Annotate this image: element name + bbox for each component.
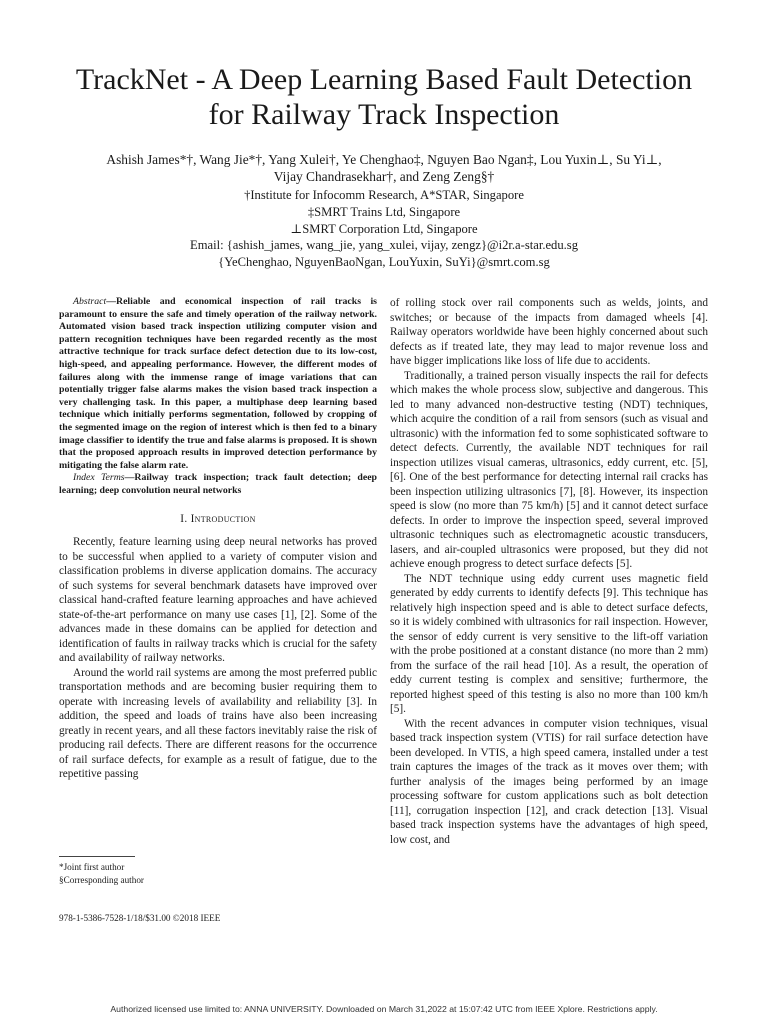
section-heading: [59, 512, 377, 527]
affiliations: [40, 187, 728, 271]
authors-line-1: Ashish James*†, Wang Jie*†, Yang Xulei†, Ye Chenghao‡, Nguyen Bao Ngan‡, Lou Yuxin⊥, Su Yi⊥,: [106, 152, 662, 167]
abstract-text: —Reliable and economical inspection of rail tracks is paramount to ensure the safe and timely operation of the railway network. Automated vision based track inspection utilizing computer vision and pattern recognition techniques have been regarded recently as the most attractive technique for track surface defect detection due to its low-cost, high-speed, and appealing performance. However, the different modes of failures along with the immense range of image variations that can potentially trigger false alarms makes the vision based track inspection a very challenging task. In this paper, a multiphase deep learning based technique which initially performs segmentation, followed by cropping of the segmented image on the region of interest which is then fed to a binary image classifier to identify the true and false alarms is proposed. It is shown that the proposed approach results in improved detection performance by mitigating the false alarm rate.: [59, 296, 377, 471]
abstract-label: Abstract: [73, 296, 107, 307]
paragraph: Traditionally, a trained person visually inspects the rail for defects which makes the whole process slow, subjective and dangerous. This led to many advanced non-destructive testing (NDT) techniques, which acquire the condition of a rail from sensors (such as visual and ultrasonic) with the information fed to some sophisticated software to detect defects. Currently, the available NDT techniques for rail inspection utilizes visual cameras, ultrasonics, eddy current, etc. [5], [6]. One of the best performance for detecting internal rail cracks has been inspection utilizing ultrasonics [7], [8]. However, its inspection speed is slow (no more than 75 km/h) [5] and it cannot detect surface defects. In order to improve the inspection speed, several improved ultrasonic techniques such as electromagnetic acoustic transducers, lasers, and air-coupled ultrasonics were proposed, but they did not achieve enough progress to detect surface defects [5].: [390, 369, 708, 570]
authors-line-2: Vijay Chandrasekhar†, and Zeng Zeng§†: [273, 169, 495, 184]
paragraph: Around the world rail systems are among the most preferred public transportation methods and are becoming busier requiring them to operate with increasing levels of availability and reliability [3]. In addition, the speed and loads of trains have also been increasing greatly in recent years, and all these factors inevitably raise the risk of producing rail defects. There are different reasons for the occurrence of rail surface defects, for example as a result of fatigue, due to the repetitive passing: [59, 666, 377, 780]
abstract: [59, 296, 377, 472]
license-footer: Authorized licensed use limited to: ANNA UNIVERSITY. Downloaded on March 31,2022 at 15:07:42 UTC from IEEE Xplore. Restrictions apply.: [110, 1004, 658, 1014]
author-list: [40, 151, 728, 185]
copyright-notice: 978-1-5386-7528-1/18/$31.00 ©2018 IEEE: [59, 913, 221, 923]
footnote-joint-author: *Joint first author: [59, 862, 125, 872]
title-line-2: for Railway Track Inspection: [208, 98, 560, 131]
section-title: Introduction: [190, 512, 256, 525]
email-line-1: Email: {ashish_james, wang_jie, yang_xulei, vijay, zengz}@i2r.a-star.edu.sg: [190, 238, 578, 253]
left-column: [59, 296, 377, 782]
footnote-rule: [59, 856, 135, 857]
affiliation-1: †Institute for Infocomm Research, A*STAR, Singapore: [244, 188, 524, 202]
footnotes: [59, 861, 377, 886]
affiliation-3: ⊥SMRT Corporation Ltd, Singapore: [290, 221, 478, 236]
right-column: [390, 296, 708, 847]
section-number: I.: [180, 512, 188, 525]
paragraph: The NDT technique using eddy current uses magnetic field generated by eddy currents to identify defects [9]. This technique has relatively high inspection speed and is able to detect surface defects, so it is widely combined with ultrasonics for rail inspection. However, the sensor of eddy current is very sensitive to the lift-off variation with the probe positioned at a constant distance (no more than 2 mm) from the surface of the rail head [10]. As a result, the operation of eddy current testing is complex and sensitive; furthermore, the reported highest speed of this testing is also no more than 100 km/h [5].: [390, 572, 708, 715]
index-terms-text: —Railway track inspection; track fault detection; deep learning; deep convolution neural networks: [59, 472, 377, 496]
title-line-1: TrackNet - A Deep Learning Based Fault Detection: [75, 63, 693, 96]
index-terms: [59, 472, 377, 497]
index-terms-label: Index Terms: [73, 472, 125, 484]
footnote-corresponding-author: §Corresponding author: [59, 874, 144, 885]
paragraph: With the recent advances in computer vision techniques, visual based track inspection system (VTIS) for rail surface detection have been developed. In VTIS, a high speed camera, installed under a test train captures the images of the track as it moves over them; with further analysis of the images being performed by an image processing software for custom applications such as bolt detection [11], corrugation inspection [12], and crack detection [13]. Visual based track inspection systems have the advantages of high speed, low cost, and: [390, 717, 708, 846]
paragraph: of rolling stock over rail components such as welds, joints, and switches; or because of the impacts from damaged wheels [4]. Railway operators worldwide have been highly concerned about such defects as if treated late, they may lead to major revenue loss and have bigger implications like loss of life due to accidents.: [390, 297, 708, 367]
affiliation-2: ‡SMRT Trains Ltd, Singapore: [307, 204, 461, 219]
paragraph: Recently, feature learning using deep neural networks has proved to be successful when applied to a variety of computer vision and classification problems in diverse application domains. The accuracy of such systems for several benchmark datasets have improved over classical hand-crafted feature learning approaches and have achieved state-of-the-art performance on many use cases [1], [2]. Some of the advances made in these domains can be applied for detection and identification of faults in railway tracks which is crucial for the safety and availability of railway networks.: [59, 536, 377, 664]
email-line-2: {YeChenghao, NguyenBaoNgan, LouYuxin, SuYi}@smrt.com.sg: [218, 255, 550, 270]
paper-title: [40, 62, 728, 132]
